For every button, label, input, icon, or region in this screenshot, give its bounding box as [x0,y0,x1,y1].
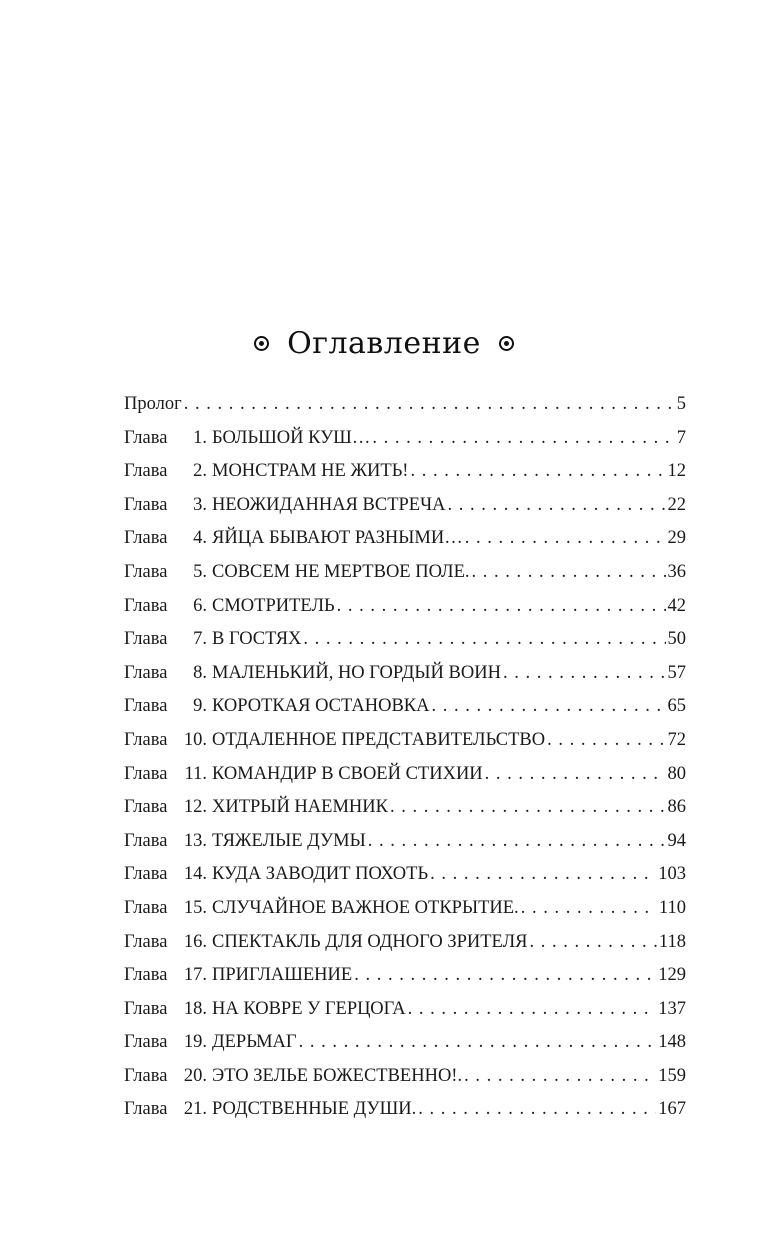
dot-leader [418,1099,656,1120]
toc-entry-chapter[interactable] [124,831,686,865]
entry-title: СЛУЧАЙНОЕ ВАЖНОЕ ОТКРЫТИЕ. [212,897,519,918]
page-number: 148 [658,1032,686,1053]
chapter-number: 2. [193,461,207,482]
chapter-prefix: Глава [124,461,168,482]
chapter-number: 11. [184,763,207,784]
chapter-prefix: Глава [124,1065,168,1086]
toc-heading [0,326,768,361]
dot-leader [354,965,656,986]
entry-title: БОЛЬШОЙ КУШ… [212,427,371,448]
chapter-number: 13. [183,830,207,851]
chapter-number: 4. [193,528,207,549]
dot-leader [547,730,665,751]
toc-entry-chapter[interactable] [124,596,686,630]
chapter-prefix: Глава [124,830,168,851]
toc-entry-chapter[interactable] [124,999,686,1033]
dot-leader [432,696,666,717]
entry-title: СМОТРИТЕЛЬ [212,595,335,616]
toc-entry-chapter[interactable] [124,965,686,999]
entry-title: СОВСЕМ НЕ МЕРТВОЕ ПОЛЕ. [212,561,470,582]
chapter-number: 16. [183,931,207,952]
dot-leader [447,495,665,516]
page-number: 42 [667,595,686,616]
chapter-number: 8. [193,662,207,683]
chapter-prefix: Глава [124,629,168,650]
chapter-number: 10. [183,729,207,750]
chapter-prefix: Глава [124,528,168,549]
toc-entry-chapter[interactable] [124,629,686,663]
toc-entry-chapter[interactable] [124,461,686,495]
chapter-number: 19. [183,1032,207,1053]
page-number: 7 [676,427,686,448]
page-number: 159 [658,1065,686,1086]
dot-leader [184,394,675,415]
entry-title: НЕОЖИДАННАЯ ВСТРЕЧА [212,494,446,515]
chapter-prefix: Глава [124,763,168,784]
dot-leader [303,629,665,650]
dot-leader [430,864,656,885]
dot-leader [465,528,666,549]
page-number: 86 [667,797,686,818]
toc-title: Оглавление [287,326,481,361]
dot-leader [521,898,657,919]
page-number: 94 [667,830,686,851]
page-number: 36 [667,561,686,582]
toc-entry-chapter[interactable] [124,1032,686,1066]
toc-entry-chapter[interactable] [124,864,686,898]
page-number: 129 [658,965,686,986]
page-number: 65 [667,696,686,717]
chapter-number: 21. [183,1099,207,1120]
dot-leader [368,831,666,852]
ornament-right-icon [499,336,514,351]
toc-entry-chapter[interactable] [124,797,686,831]
toc-entry-prologue[interactable] [124,394,686,428]
entry-title: КОРОТКАЯ ОСТАНОВКА [212,696,430,717]
page-number: 103 [658,864,686,885]
entry-title: В ГОСТЯХ [212,629,302,650]
page-number: 80 [667,763,686,784]
toc-entry-chapter[interactable] [124,663,686,697]
toc-entry-chapter[interactable] [124,562,686,596]
entry-title: СПЕКТАКЛЬ ДЛЯ ОДНОГО ЗРИТЕЛЯ [212,931,528,952]
chapter-prefix: Глава [124,1099,168,1120]
dot-leader [464,1066,656,1087]
entry-title: ЭТО ЗЕЛЬЕ БОЖЕСТВЕННО!. [212,1065,463,1086]
chapter-prefix: Глава [124,931,168,952]
entry-title: ТЯЖЕЛЫЕ ДУМЫ [212,830,366,851]
chapter-prefix: Глава [124,797,168,818]
page-number: 29 [667,528,686,549]
page-number: 50 [667,629,686,650]
entry-title: ХИТРЫЙ НАЕМНИК [212,797,388,818]
dot-leader [530,932,657,953]
page-number: 5 [676,394,686,414]
chapter-prefix: Глава [124,427,168,448]
page-number: 167 [658,1099,686,1120]
chapter-prefix: Глава [124,998,168,1019]
entry-title: ДЕРЬМАГ [212,1032,297,1053]
entry-title: МОНСТРАМ НЕ ЖИТЬ! [212,461,409,482]
page-number: 22 [667,494,686,515]
entry-title: КОМАНДИР В СВОЕЙ СТИХИИ [212,763,483,784]
chapter-number: 18. [183,998,207,1019]
dot-leader [390,797,666,818]
chapter-number: 7. [193,629,207,650]
entry-title: РОДСТВЕННЫЕ ДУШИ. [212,1099,417,1120]
chapter-number: 17. [183,965,207,986]
chapter-number: 1. [193,427,207,448]
toc-entry-chapter[interactable] [124,898,686,932]
toc-entry-chapter[interactable] [124,696,686,730]
page-number: 118 [658,931,686,952]
chapter-prefix: Глава [124,696,168,717]
chapter-prefix: Глава [124,662,168,683]
page-number: 12 [667,461,686,482]
entry-title: НА КОВРЕ У ГЕРЦОГА [212,998,406,1019]
dot-leader [503,663,666,684]
chapter-prefix: Глава [124,729,168,750]
chapter-prefix: Глава [124,561,168,582]
page-number: 110 [658,897,686,918]
chapter-prefix: Глава [124,494,168,515]
dot-leader [337,596,666,617]
table-of-contents [124,394,686,1133]
dot-leader [408,999,657,1020]
page-number: 57 [667,662,686,683]
chapter-prefix: Глава [124,897,168,918]
dot-leader [472,562,666,583]
entry-title: ЯЙЦА БЫВАЮТ РАЗНЫМИ… [212,528,463,549]
toc-entry-chapter[interactable] [124,932,686,966]
entry-title: МАЛЕНЬКИЙ, НО ГОРДЫЙ ВОИН [212,662,501,683]
entry-title: КУДА ЗАВОДИТ ПОХОТЬ [212,864,429,885]
dot-leader [485,764,666,785]
chapter-number: 9. [193,696,207,717]
chapter-number: 6. [193,595,207,616]
toc-entry-chapter[interactable] [124,764,686,798]
toc-entry-chapter[interactable] [124,428,686,462]
entry-title: ОТДАЛЕННОЕ ПРЕДСТАВИТЕЛЬСТВО [212,729,546,750]
toc-entry-chapter[interactable] [124,730,686,764]
chapter-number: 14. [183,864,207,885]
dot-leader [410,461,665,482]
chapter-prefix: Глава [124,595,168,616]
chapter-prefix: Глава [124,1032,168,1053]
chapter-prefix: Глава [124,864,168,885]
toc-entry-chapter[interactable] [124,528,686,562]
chapter-number: 5. [193,561,207,582]
toc-entry-chapter[interactable] [124,1066,686,1100]
page-number: 137 [658,998,686,1019]
dot-leader [372,428,674,449]
chapter-number: 12. [183,797,207,818]
page-number: 72 [667,729,686,750]
chapter-prefix: Глава [124,965,168,986]
entry-title: ПРИГЛАШЕНИЕ [212,965,353,986]
toc-entry-chapter[interactable] [124,1099,686,1133]
dot-leader [299,1032,657,1053]
toc-entry-chapter[interactable] [124,495,686,529]
chapter-number: 15. [183,897,207,918]
ornament-left-icon [254,336,269,351]
entry-title: Пролог [124,394,182,414]
chapter-number: 3. [193,494,207,515]
chapter-number: 20. [183,1065,207,1086]
